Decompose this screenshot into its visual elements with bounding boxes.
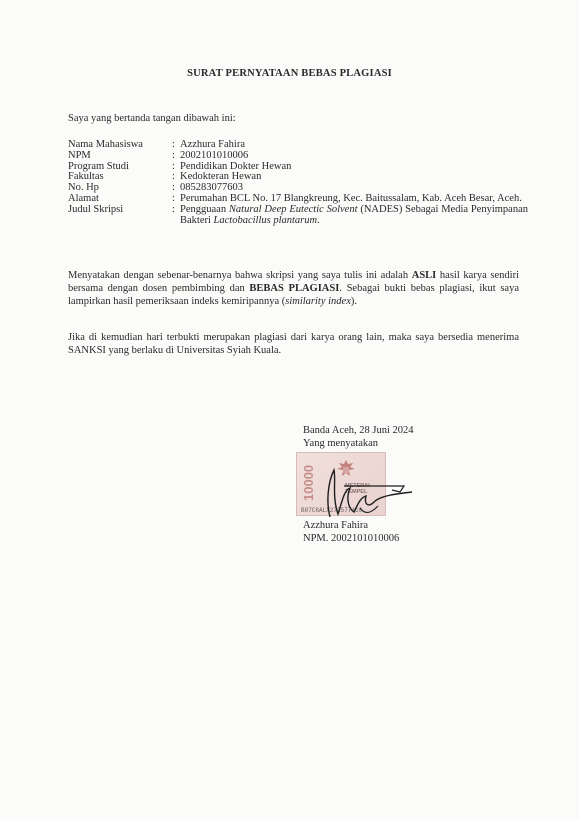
identity-fields [68, 140, 528, 226]
signer-npm: NPM. 2002101010006 [303, 532, 400, 544]
field-label: Fakultas [68, 171, 104, 183]
place-date: Banda Aceh, 28 Juni 2024 [303, 425, 414, 436]
stamp-label: METERAI TEMPEL [345, 483, 370, 495]
field-label: Nama Mahasiswa [68, 139, 143, 150]
field-label: Judul Skripsi [68, 203, 124, 215]
sanction-paragraph: Jika di kemudian hari terbukti merupakan plagiasi dari karya orang lain, maka saya bersedia menerima SANKSI yang berlaku di Universitas Syiah Kuala. [68, 332, 519, 356]
signer-role: Yang menyatakan [303, 437, 379, 449]
field-value: Pendidikan Dokter Hewan [180, 160, 292, 172]
field-value: 2002101010006 [180, 149, 249, 161]
field-row-address: Alamat : Perumahan BCL No. 17 Blangkreung, Kec. Baitussalam, Kab. Aceh Besar, Aceh. [68, 194, 528, 205]
field-row-npm: NPM : 2002101010006 [68, 151, 528, 162]
field-label: Alamat [68, 192, 99, 204]
field-label: Program Studi [68, 160, 129, 172]
field-value: 085283077603 [180, 182, 243, 194]
signer-info [303, 520, 399, 545]
signer-name: Azzhura Fahira [303, 520, 369, 531]
field-label: NPM [68, 149, 91, 161]
stamp-serial: B87C8ALX273577410 [301, 507, 363, 514]
field-value: Perumahan BCL No. 17 Blangkreung, Kec. Baitussalam, Kab. Aceh Besar, Aceh. [180, 192, 522, 204]
field-row-phone: No. Hp : 085283077603 [68, 183, 528, 194]
document-title: SURAT PERNYATAAN BEBAS PLAGIASI [187, 68, 392, 79]
handwritten-signature [308, 462, 418, 522]
field-label: No. Hp [68, 182, 99, 194]
field-row-program: Program Studi : Pendidikan Dokter Hewan [68, 162, 528, 173]
statement-paragraph: Menyatakan dengan sebenar-benarnya bahwa skripsi yang saya tulis ini adalah ASLI hasil karya sendiri bersama dengan dosen pembimbing dan BEBAS PLAGIASI. Sebagai bukti bebas plagiasi, ikut saya lampirkan hasil pemeriksaan indeks kemiripannya (similarity index). [68, 270, 519, 307]
field-value: Kedokteran Hewan [180, 171, 262, 183]
field-row-name: Nama Mahasiswa : Azzhura Fahira [68, 140, 528, 151]
field-row-thesis-title: Judul Skripsi : Pengguaan Natural Deep Eutectic Solvent (NADES) Sebagai Media Penyimpanan Bakteri Lactobacillus plantarum. [68, 203, 528, 226]
field-value: Pengguaan Natural Deep Eutectic Solvent (NADES) Sebagai Media Penyimpanan Bakteri Lactobacillus plantarum. [180, 203, 528, 226]
signature-header [303, 425, 414, 450]
intro-text: Saya yang bertanda tangan dibawah ini: [68, 113, 236, 124]
stamp-denomination: 10000 [301, 464, 316, 502]
field-value: Azzhura Fahira [180, 139, 246, 150]
field-row-faculty: Fakultas : Kedokteran Hewan [68, 172, 528, 183]
